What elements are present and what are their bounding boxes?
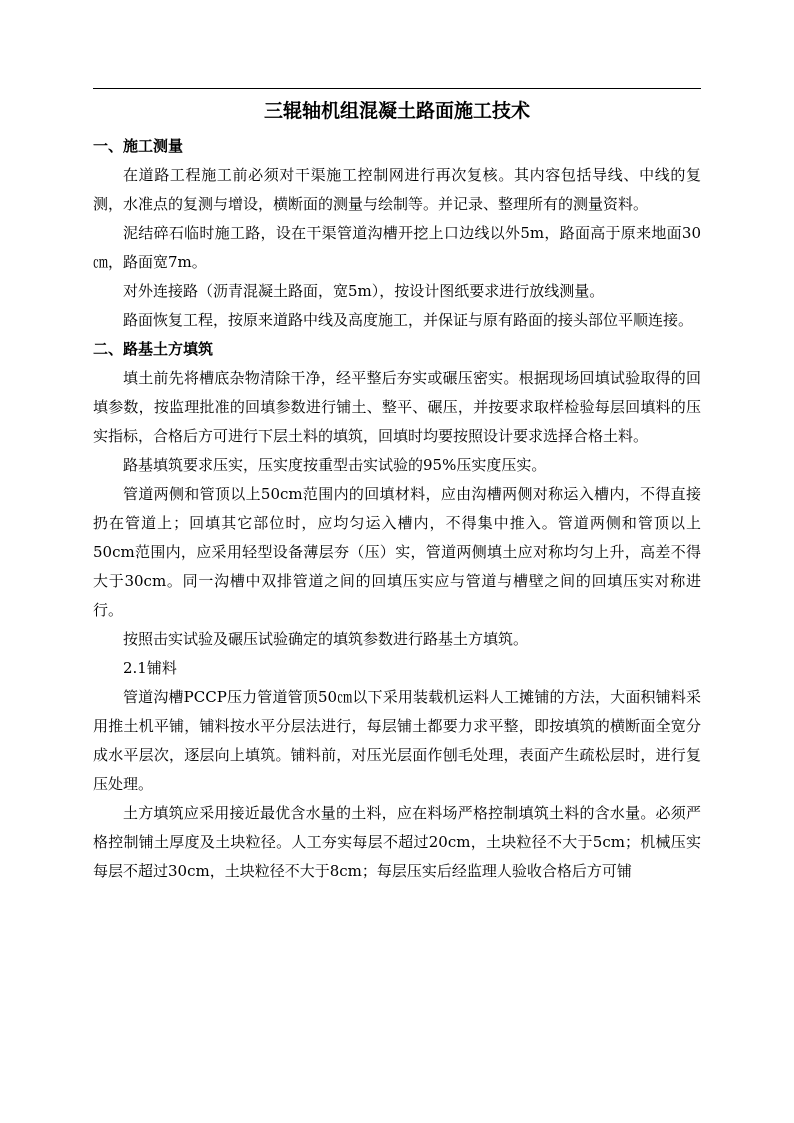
subsection-heading-spreading: 2.1铺料	[123, 659, 177, 677]
section-heading-subgrade: 二、路基土方填筑	[93, 340, 214, 358]
paragraph: 管道两侧和管顶以上50cm范围内的回填材料，应由沟槽两侧对称运入槽内，不得直接扔在管道上；回填其它部位时，应均匀运入槽内，不得集中推入。管道两侧和管顶以上50cm范围内，应采用轻型设备薄层夯（压）实，管道两侧填土应对称均匀上升，高差不得大于30cm。同一沟槽中双排管道之间的回填压实应与管道与槽壁之间的回填压实对称进行。	[93, 485, 701, 619]
paragraph: 泥结碎石临时施工路，设在干渠管道沟槽开挖上口边线以外5m，路面高于原来地面30㎝，路面宽7m。	[93, 224, 701, 271]
paragraph: 填土前先将槽底杂物清除干净，经平整后夯实或碾压密实。根据现场回填试验取得的回填参数，按监理批准的回填参数进行铺土、整平、碾压，并按要求取样检验每层回填料的压实指标，合格后方可进行下层土料的填筑，回填时均要按照设计要求选择合格土料。	[93, 369, 701, 445]
section-heading-survey: 一、施工测量	[93, 137, 184, 155]
paragraph: 土方填筑应采用接近最优含水量的土料，应在料场严格控制填筑土料的含水量。必须严格控制铺土厚度及土块粒径。人工夯实每层不超过20cm，土块粒径不大于5cm；机械压实每层不超过30cm，土块粒径不大于8cm；每层压实后经监理人验收合格后方可铺	[93, 804, 701, 880]
paragraph: 对外连接路（沥青混凝土路面，宽5m），按设计图纸要求进行放线测量。	[123, 282, 605, 300]
document-title: 三辊轴机组混凝土路面施工技术	[263, 100, 530, 122]
paragraph: 路面恢复工程，按原来道路中线及高度施工，并保证与原有路面的接头部位平顺连接。	[123, 311, 694, 329]
paragraph: 在道路工程施工前必须对干渠施工控制网进行再次复核。其内容包括导线、中线的复测，水准点的复测与增设，横断面的测量与绘制等。并记录、整理所有的测量资料。	[93, 166, 701, 213]
paragraph: 路基填筑要求压实，压实度按重型击实试验的95%压实度压实。	[123, 456, 547, 474]
header-rule	[93, 88, 701, 89]
document-body	[93, 132, 701, 886]
paragraph: 按照击实试验及碾压试验确定的填筑参数进行路基土方填筑。	[123, 630, 529, 648]
paragraph: 管道沟槽PCCP压力管道管顶50㎝以下采用装载机运料人工摊铺的方法，大面积铺料采用推土机平铺，铺料按水平分层法进行，每层铺土都要力求平整，即按填筑的横断面全宽分成水平层次，逐层向上填筑。铺料前，对压光层面作刨毛处理，表面产生疏松层时，进行复压处理。	[93, 688, 701, 793]
